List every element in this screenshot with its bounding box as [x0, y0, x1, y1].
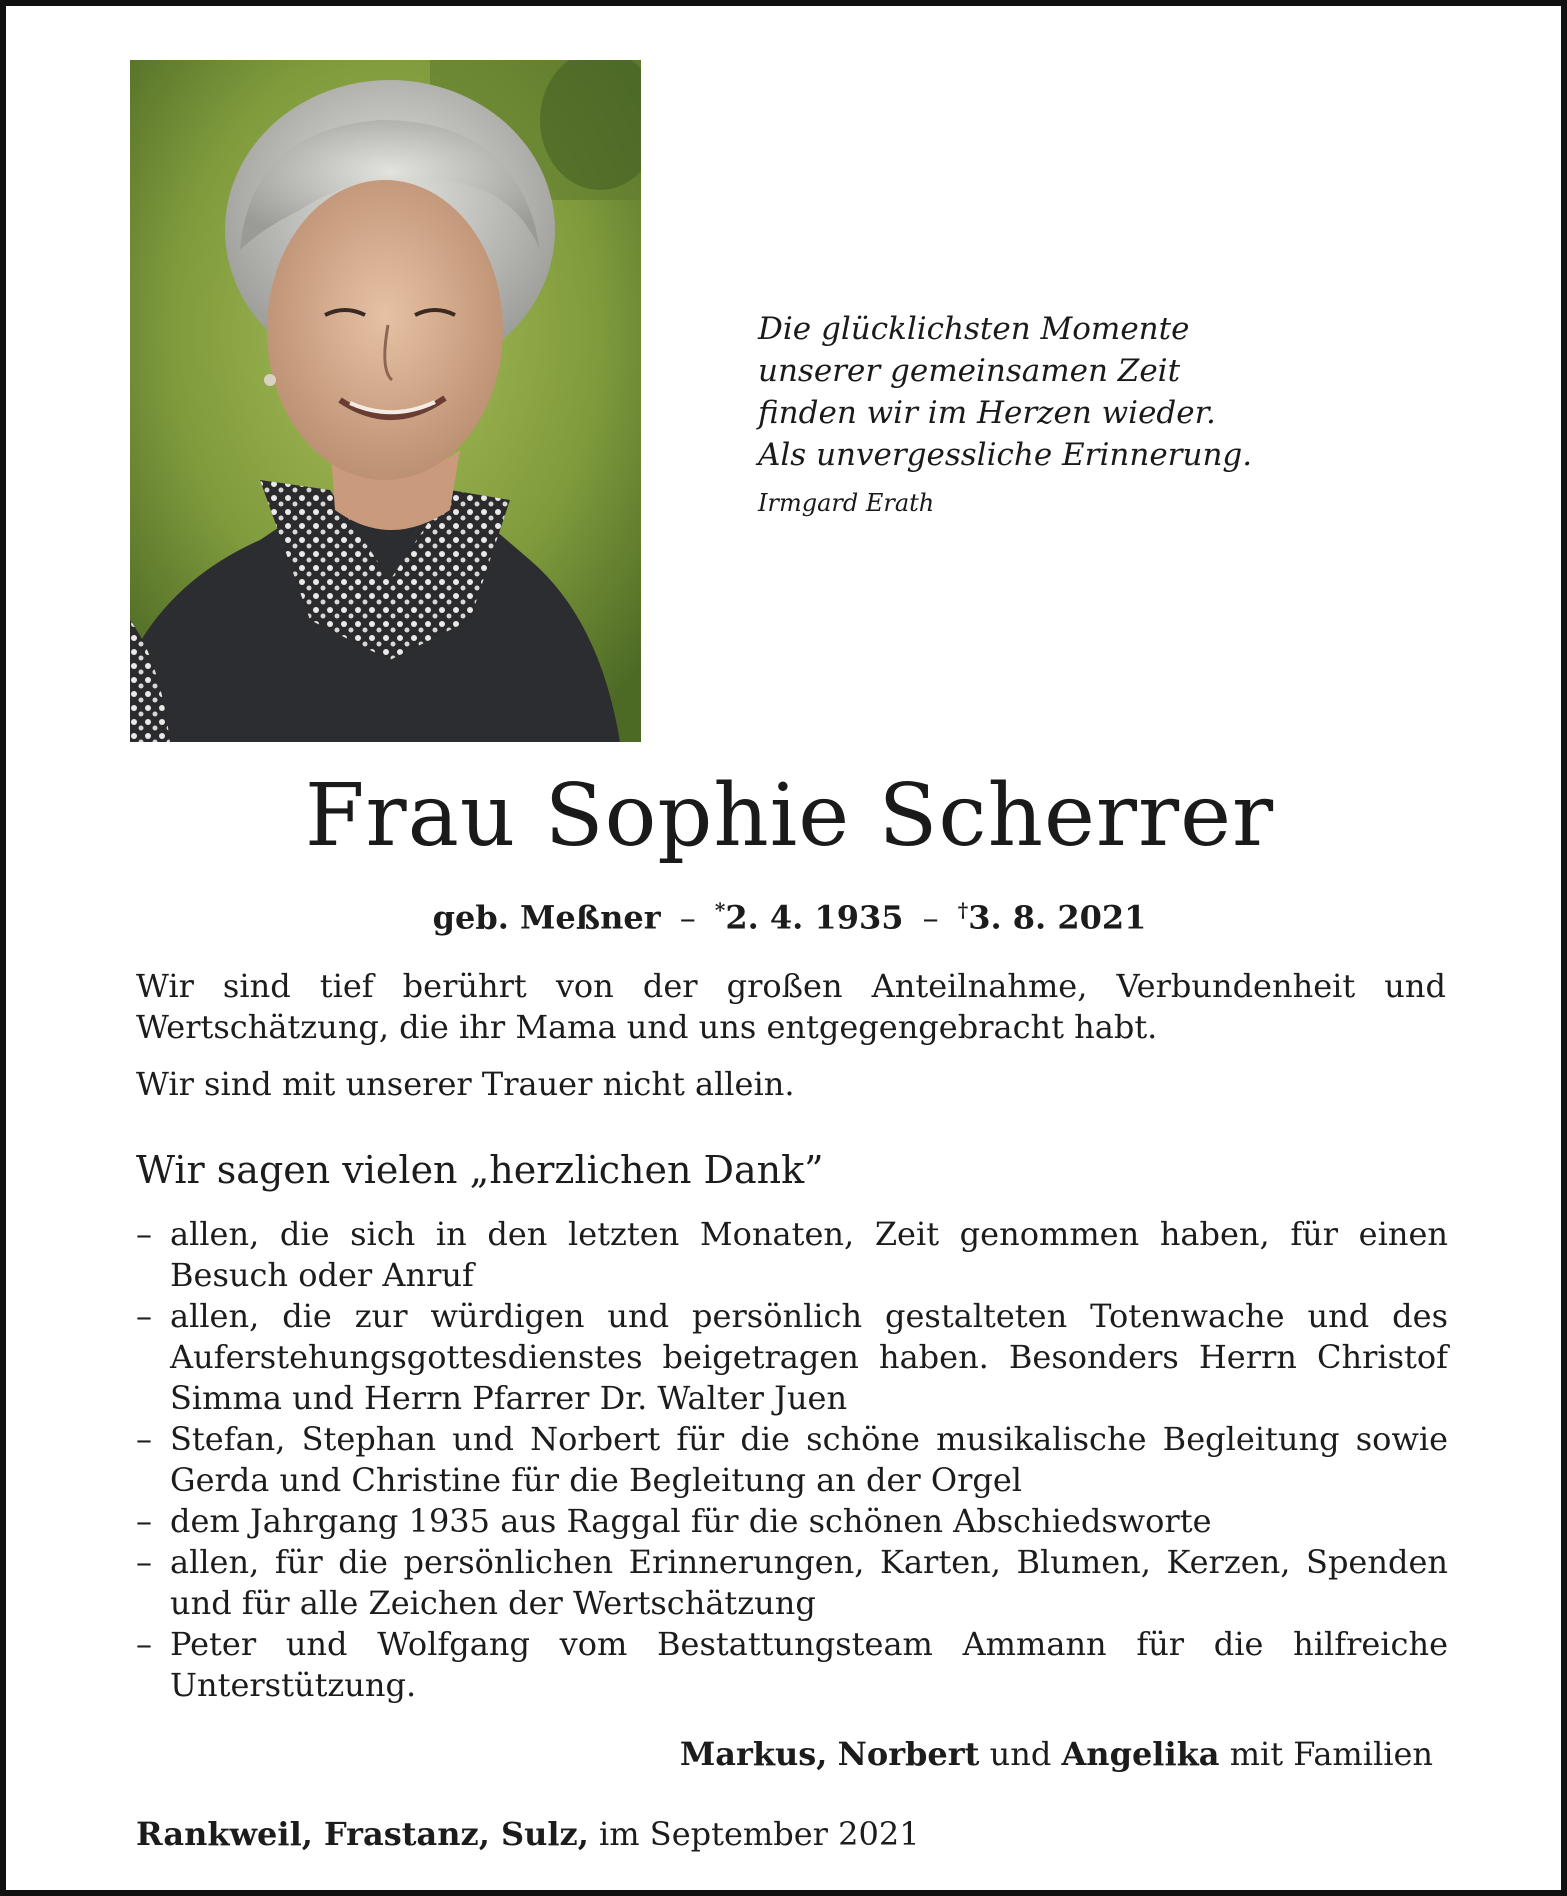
list-item-text: dem Jahrgang 1935 aus Raggal für die schönen Abschiedsworte — [170, 1502, 1212, 1540]
date-separator: – — [922, 898, 939, 937]
birth-symbol: * — [714, 898, 726, 922]
memorial-quote — [758, 308, 1478, 524]
life-dates — [6, 890, 1567, 938]
portrait-illustration — [130, 60, 641, 742]
list-item-text: Peter und Wolfgang vom Bestattungsteam Ammann für die hilfreiche Unterstützung. — [170, 1625, 1448, 1704]
place-and-date — [136, 1814, 920, 1854]
quote-line: unserer gemeinsamen Zeit — [758, 353, 1181, 389]
signature-suffix: mit Familien — [1229, 1735, 1433, 1773]
deceased-name: Frau Sophie Scherrer — [304, 766, 1275, 866]
place-date: im September 2021 — [599, 1815, 920, 1853]
signature-name: Markus, — [679, 1735, 828, 1773]
portrait-photo — [130, 60, 641, 742]
list-dash: – — [136, 1543, 152, 1581]
birth-name: geb. Meßner — [432, 898, 661, 937]
gratitude-paragraph: Wir sind tief berührt von der großen Anteilnahme, Verbundenheit und Wertschätzung, die ihr Mama und uns entgegengebracht habt. — [136, 967, 1446, 1046]
grief-paragraph: Wir sind mit unserer Trauer nicht allein. — [136, 1065, 795, 1103]
list-dash: – — [136, 1625, 152, 1663]
list-item-text: allen, für die persönlichen Erinnerungen, Karten, Blumen, Kerzen, Spenden und für alle Zeichen der Wertschätzung — [170, 1543, 1448, 1622]
place-towns: Rankweil, Frastanz, Sulz, — [136, 1815, 589, 1853]
quote-author: Irmgard Erath — [758, 489, 935, 517]
list-dash: – — [136, 1420, 152, 1458]
list-item — [136, 1419, 1448, 1501]
list-dash: – — [136, 1215, 152, 1253]
death-date: 3. 8. 2021 — [968, 898, 1147, 937]
signature-name: Angelika — [1061, 1735, 1220, 1773]
list-item — [136, 1296, 1448, 1419]
list-item — [136, 1624, 1448, 1706]
list-item-text: allen, die zur würdigen und persönlich gestalteten Totenwache und des Auferstehungsgottesdienstes beigetragen haben. Besonders Herrn Christof Simma und Herrn Pfarrer Dr. Walter Juen — [170, 1297, 1448, 1417]
signature-conjunction: und — [989, 1735, 1052, 1773]
list-item-text: allen, die sich in den letzten Monaten, Zeit genommen haben, für einen Besuch oder Anruf — [170, 1215, 1448, 1294]
thanks-list — [136, 1214, 1448, 1706]
list-item — [136, 1501, 1448, 1542]
quote-line: finden wir im Herzen wieder. — [758, 395, 1216, 431]
list-item — [136, 1542, 1448, 1624]
family-signature — [680, 1734, 1433, 1774]
list-dash: – — [136, 1502, 152, 1540]
quote-line: Als unvergessliche Erinnerung. — [758, 437, 1253, 473]
list-dash: – — [136, 1297, 152, 1335]
quote-line: Die glücklichsten Momente — [758, 311, 1190, 347]
death-symbol: † — [957, 898, 969, 922]
signature-name: Norbert — [837, 1735, 980, 1773]
thanks-heading: Wir sagen vielen „herzlichen Dank” — [136, 1148, 824, 1192]
birth-date: 2. 4. 1935 — [725, 898, 904, 937]
date-separator: – — [679, 898, 696, 937]
list-item — [136, 1214, 1448, 1296]
list-item-text: Stefan, Stephan und Norbert für die schöne musikalische Begleitung sowie Gerda und Christine für die Begleitung an der Orgel — [170, 1420, 1448, 1499]
